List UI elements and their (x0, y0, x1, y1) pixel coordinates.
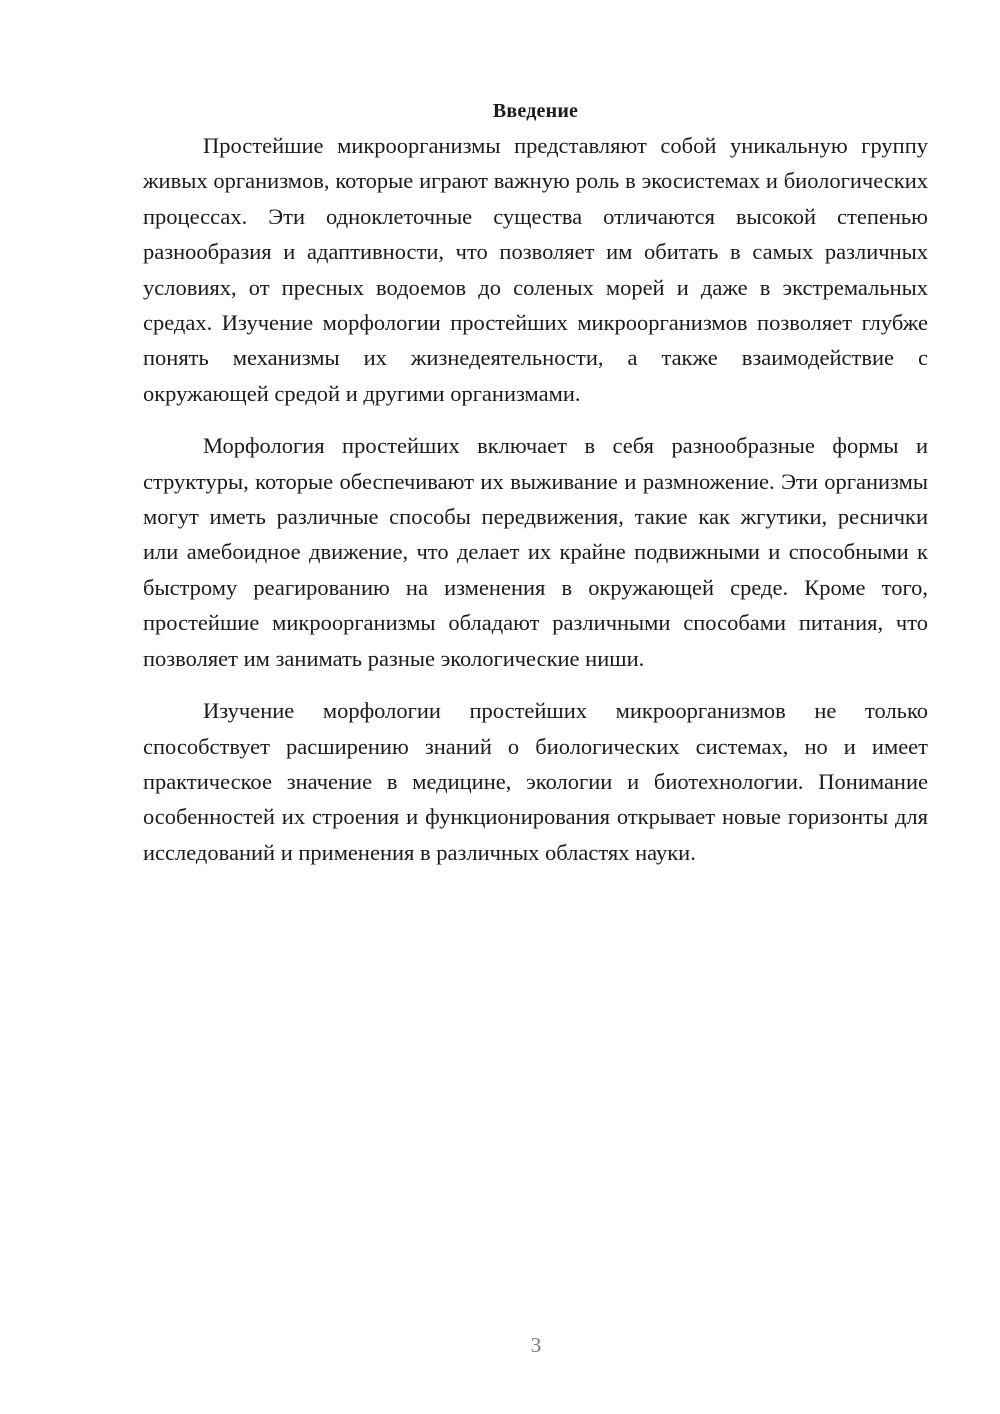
section-title: Введение (492, 100, 579, 122)
paragraph-2: Морфология простейших включает в себя разнообразные формы и структуры, которые обеспечивают их выживание и размножение. Эти организмы могут иметь различные способы передвижения, такие как жгутики, реснички или амебоидное движение, что делает их крайне подвижными и способными к быстрому реагированию на изменения в окружающей среде. Кроме того, простейшие микроорганизмы обладают различными способами питания, что позволяет им занимать разные экологические ниши. (143, 433, 928, 671)
paragraph-1: Простейшие микроорганизмы представляют собой уникальную группу живых организмов, которые играют важную роль в экосистемах и биологических процессах. Эти одноклеточные существа отличаются высокой степенью разнообразия и адаптивности, что позволяет им обитать в самых различных условиях, от пресных водоемов до соленых морей и даже в экстремальных средах. Изучение морфологии простейших микроорганизмов позволяет глубже понять механизмы их жизнедеятельности, а также взаимодействие с окружающей средой и другими организмами. (143, 133, 928, 406)
page-number: 3 (530, 1333, 542, 1357)
page-content (143, 96, 928, 887)
paragraph-3: Изучение морфологии простейших микроорганизмов не только способствует расширению знаний о биологических системах, но и имеет практическое значение в медицине, экологии и биотехнологии. Понимание особенностей их строения и функционирования открывает новые горизонты для исследований и применения в различных областях науки. (143, 698, 928, 865)
